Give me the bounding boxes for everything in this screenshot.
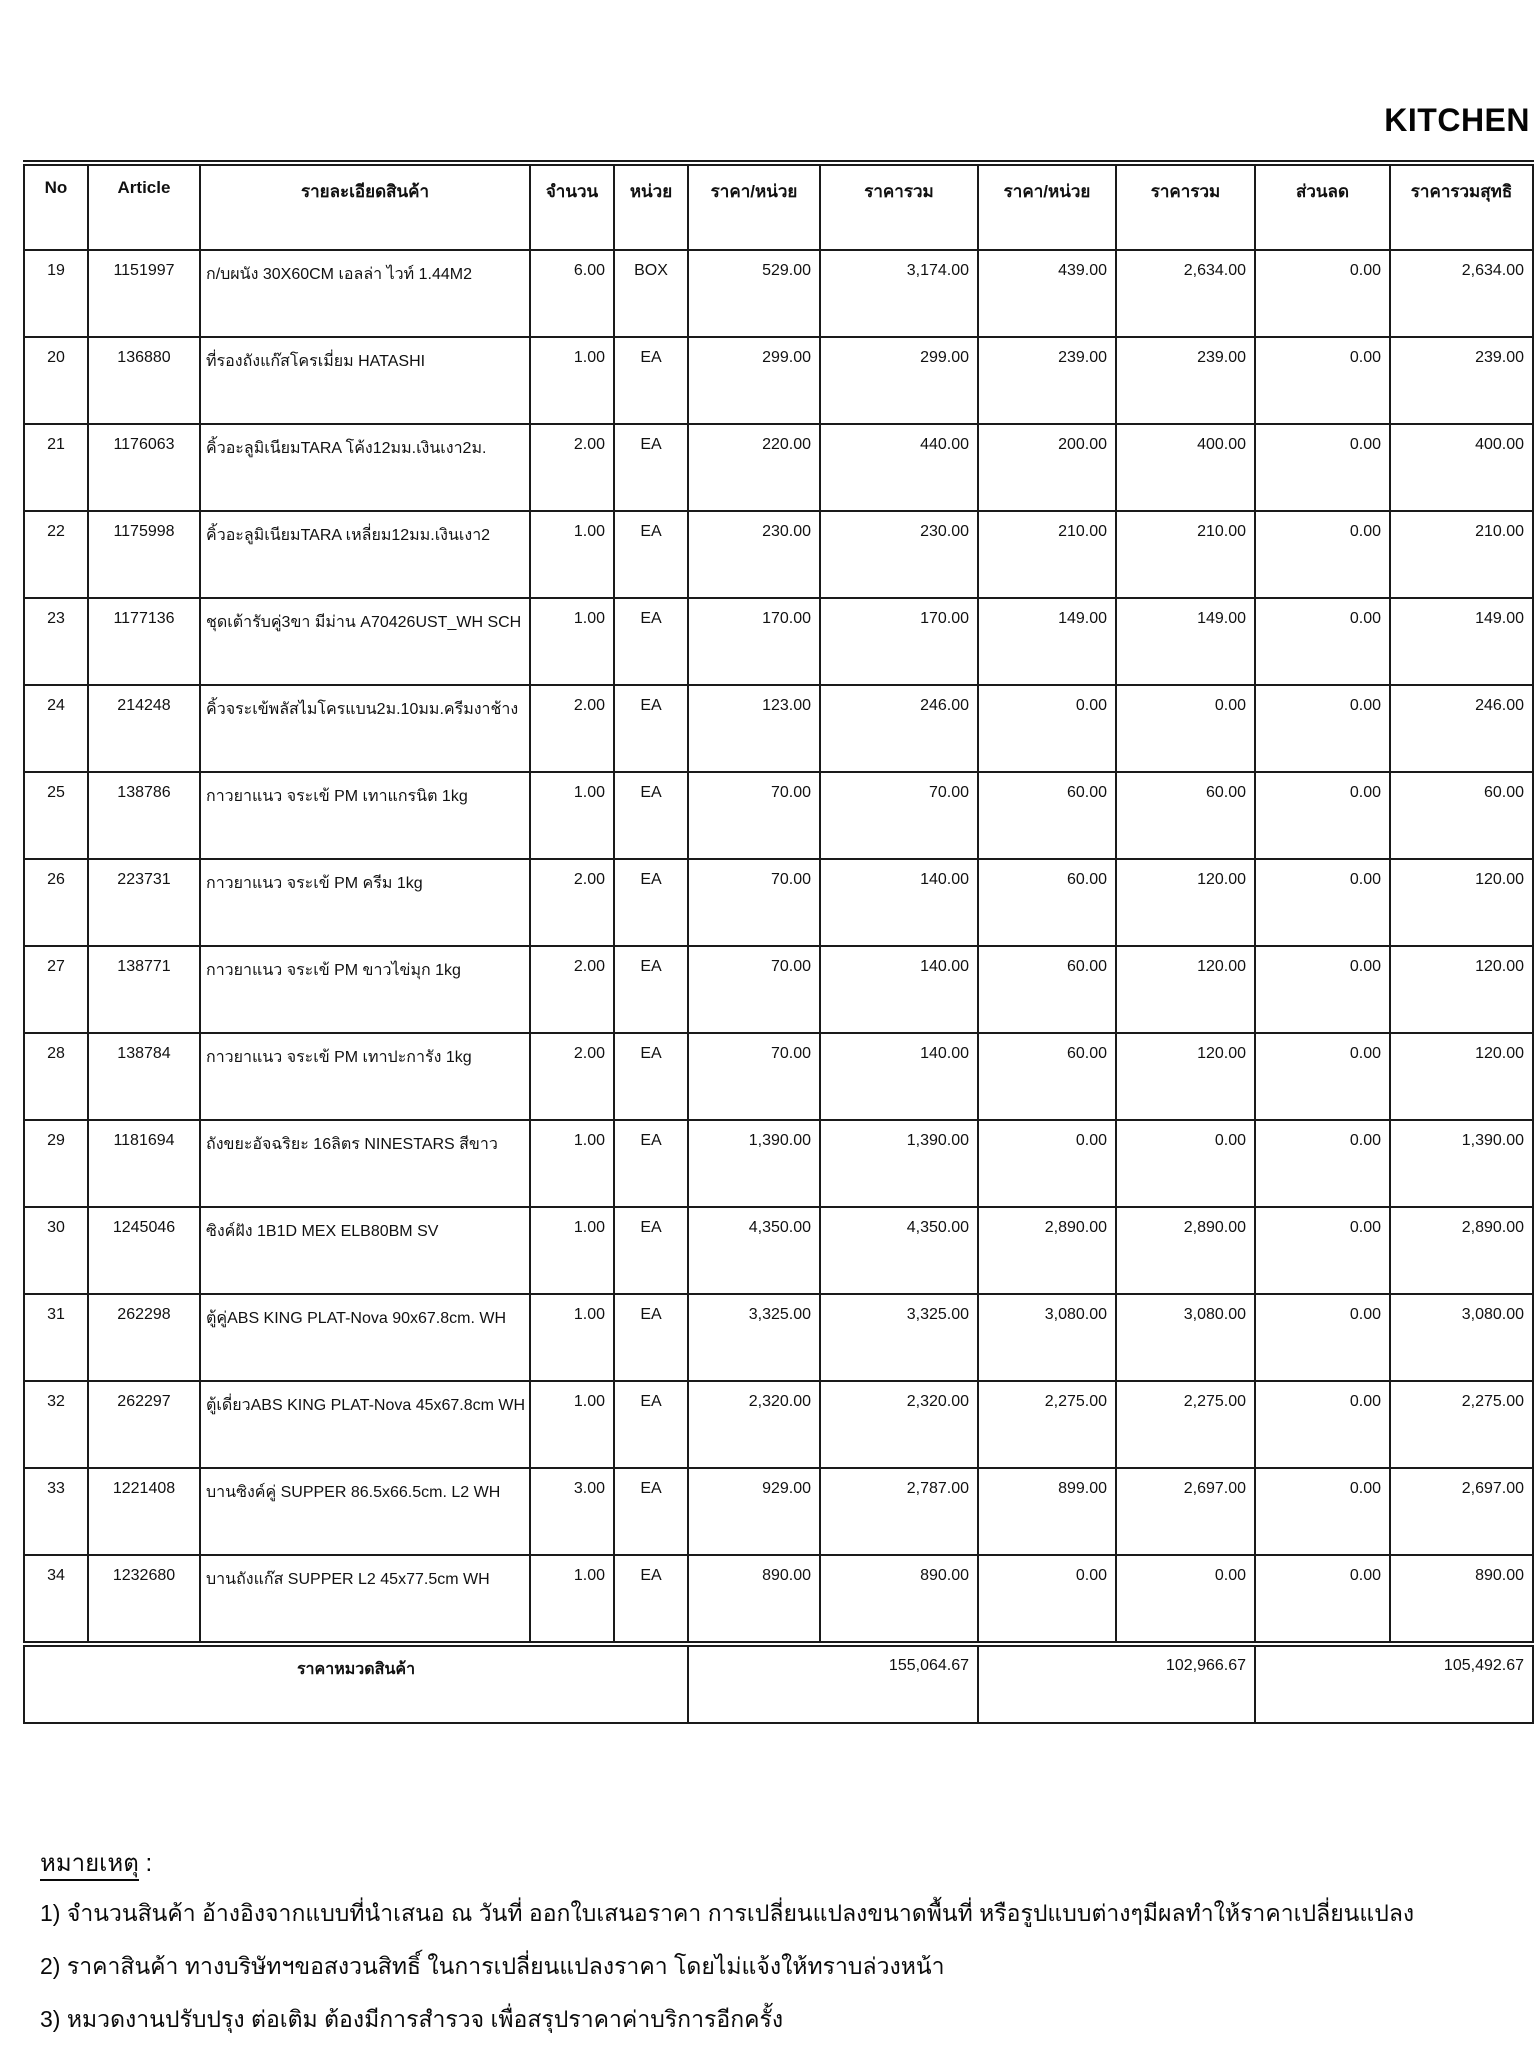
table-row [24,1381,1533,1468]
cell-discount: 0.00 [1255,250,1390,337]
footer-total-discounted: 102,966.67 [978,1644,1255,1723]
cell-qty: 1.00 [530,1120,614,1207]
cell-unit-price-2: 0.00 [978,1120,1116,1207]
cell-article: 214248 [88,685,200,772]
col-header-total-price: ราคารวม [820,163,978,250]
cell-total-price: 3,174.00 [820,250,978,337]
col-header-no: No [24,163,88,250]
cell-description: ก/บผนัง 30X60CM เอลล่า ไวท์ 1.44M2 [200,250,530,337]
cell-description: คิ้วอะลูมิเนียมTARA โค้ง12มม.เงินเงา2ม. [200,424,530,511]
cell-unit-price: 299.00 [688,337,820,424]
cell-article: 1176063 [88,424,200,511]
page-title: KITCHEN [1384,102,1530,138]
cell-total-price: 140.00 [820,859,978,946]
table-row [24,685,1533,772]
cell-description: กาวยาแนว จระเข้ PM ขาวไข่มุก 1kg [200,946,530,1033]
cell-unit-price-2: 149.00 [978,598,1116,685]
col-header-description: รายละเอียดสินค้า [200,163,530,250]
cell-unit-price: 4,350.00 [688,1207,820,1294]
cell-description: กาวยาแนว จระเข้ PM เทาแกรนิต 1kg [200,772,530,859]
col-header-qty: จำนวน [530,163,614,250]
cell-total-price: 2,787.00 [820,1468,978,1555]
cell-total-price: 2,320.00 [820,1381,978,1468]
cell-article: 1232680 [88,1555,200,1644]
cell-description: กาวยาแนว จระเข้ PM เทาปะการัง 1kg [200,1033,530,1120]
cell-total-price-2: 120.00 [1116,859,1255,946]
cell-unit-price: 3,325.00 [688,1294,820,1381]
notes-heading-colon: : [138,1850,153,1877]
cell-net-total: 149.00 [1390,598,1533,685]
cell-discount: 0.00 [1255,424,1390,511]
notes-section [40,1843,1500,2055]
cell-unit: EA [614,337,688,424]
cell-description: ตู้คู่ABS KING PLAT-Nova 90x67.8cm. WH [200,1294,530,1381]
cell-article: 1151997 [88,250,200,337]
cell-article: 138786 [88,772,200,859]
table-row [24,1033,1533,1120]
cell-unit: EA [614,1468,688,1555]
cell-unit: EA [614,424,688,511]
cell-qty: 3.00 [530,1468,614,1555]
cell-article: 1221408 [88,1468,200,1555]
cell-article: 138771 [88,946,200,1033]
cell-total-price-2: 2,697.00 [1116,1468,1255,1555]
cell-description: ที่รองถังแก๊สโครเมี่ยม HATASHI [200,337,530,424]
cell-total-price-2: 400.00 [1116,424,1255,511]
table-row [24,1294,1533,1381]
cell-article: 223731 [88,859,200,946]
cell-unit: EA [614,1033,688,1120]
cell-total-price-2: 0.00 [1116,1120,1255,1207]
cell-qty: 1.00 [530,337,614,424]
cell-article: 136880 [88,337,200,424]
col-header-unit-price-2: ราคา/หน่วย [978,163,1116,250]
cell-unit-price: 929.00 [688,1468,820,1555]
note-line-2: 2) ราคาสินค้า ทางบริษัทฯขอสงวนสิทธิ์ ในการเปลี่ยนแปลงราคา โดยไม่แจ้งให้ทราบล่วงหน้า [40,1953,945,1979]
col-header-discount: ส่วนลด [1255,163,1390,250]
cell-total-price-2: 0.00 [1116,1555,1255,1644]
cell-qty: 1.00 [530,598,614,685]
cell-qty: 2.00 [530,424,614,511]
cell-no: 34 [24,1555,88,1644]
cell-unit-price-2: 210.00 [978,511,1116,598]
cell-qty: 1.00 [530,772,614,859]
cell-unit: EA [614,1207,688,1294]
cell-unit-price-2: 439.00 [978,250,1116,337]
cell-qty: 1.00 [530,511,614,598]
cell-unit-price-2: 239.00 [978,337,1116,424]
cell-net-total: 2,890.00 [1390,1207,1533,1294]
cell-total-price: 1,390.00 [820,1120,978,1207]
cell-unit-price-2: 2,890.00 [978,1207,1116,1294]
cell-net-total: 2,697.00 [1390,1468,1533,1555]
table-row [24,1555,1533,1644]
table-row [24,337,1533,424]
cell-discount: 0.00 [1255,685,1390,772]
cell-total-price: 246.00 [820,685,978,772]
col-header-article: Article [88,163,200,250]
col-header-unit: หน่วย [614,163,688,250]
notes-heading [40,1843,1500,1882]
cell-total-price-2: 2,634.00 [1116,250,1255,337]
table-row [24,1207,1533,1294]
cell-qty: 1.00 [530,1381,614,1468]
cell-net-total: 246.00 [1390,685,1533,772]
cell-discount: 0.00 [1255,1033,1390,1120]
table-footer-row [24,1644,1533,1723]
price-table [23,160,1534,1724]
cell-description: ซิงค์ฝัง 1B1D MEX ELB80BM SV [200,1207,530,1294]
cell-total-price: 140.00 [820,946,978,1033]
cell-total-price-2: 60.00 [1116,772,1255,859]
cell-net-total: 2,634.00 [1390,250,1533,337]
cell-article: 1175998 [88,511,200,598]
cell-total-price: 299.00 [820,337,978,424]
cell-no: 24 [24,685,88,772]
cell-unit-price: 70.00 [688,1033,820,1120]
table-row [24,424,1533,511]
footer-total-standard: 155,064.67 [688,1644,978,1723]
cell-article: 1245046 [88,1207,200,1294]
note-line-1: 1) จำนวนสินค้า อ้างอิงจากแบบที่นำเสนอ ณ วันที่ ออกใบเสนอราคา การเปลี่ยนแปลงขนาดพื้นที่ หรือรูปแบบต่างๆมีผลทำให้ราคาเปลี่ยนแปลง [40,1900,1415,1926]
cell-unit: EA [614,598,688,685]
cell-description: คิ้วอะลูมิเนียมTARA เหลี่ยม12มม.เงินเงา2 [200,511,530,598]
cell-total-price: 440.00 [820,424,978,511]
col-header-unit-price: ราคา/หน่วย [688,163,820,250]
table-row [24,1120,1533,1207]
cell-net-total: 120.00 [1390,859,1533,946]
cell-net-total: 60.00 [1390,772,1533,859]
cell-qty: 2.00 [530,1033,614,1120]
cell-no: 31 [24,1294,88,1381]
cell-discount: 0.00 [1255,1555,1390,1644]
cell-unit-price: 2,320.00 [688,1381,820,1468]
cell-article: 262298 [88,1294,200,1381]
footer-total-net: 105,492.67 [1255,1644,1533,1723]
cell-article: 1177136 [88,598,200,685]
cell-unit-price: 529.00 [688,250,820,337]
cell-qty: 6.00 [530,250,614,337]
cell-unit: EA [614,1294,688,1381]
cell-no: 27 [24,946,88,1033]
table-row [24,946,1533,1033]
table-row [24,598,1533,685]
cell-unit-price: 123.00 [688,685,820,772]
cell-total-price: 3,325.00 [820,1294,978,1381]
cell-qty: 1.00 [530,1555,614,1644]
cell-no: 32 [24,1381,88,1468]
cell-net-total: 3,080.00 [1390,1294,1533,1381]
col-header-total-price-2: ราคารวม [1116,163,1255,250]
cell-discount: 0.00 [1255,337,1390,424]
table-row [24,511,1533,598]
cell-discount: 0.00 [1255,1294,1390,1381]
cell-no: 23 [24,598,88,685]
cell-unit: EA [614,685,688,772]
cell-net-total: 400.00 [1390,424,1533,511]
cell-total-price-2: 239.00 [1116,337,1255,424]
cell-total-price-2: 0.00 [1116,685,1255,772]
cell-net-total: 239.00 [1390,337,1533,424]
cell-description: คิ้วจระเข้พลัสไมโครแบน2ม.10มม.ครีมงาช้าง [200,685,530,772]
cell-discount: 0.00 [1255,1381,1390,1468]
cell-net-total: 210.00 [1390,511,1533,598]
cell-qty: 1.00 [530,1294,614,1381]
cell-unit: EA [614,1120,688,1207]
cell-discount: 0.00 [1255,946,1390,1033]
cell-description: ถังขยะอัจฉริยะ 16ลิตร NINESTARS สีขาว [200,1120,530,1207]
cell-unit-price: 170.00 [688,598,820,685]
cell-unit-price: 220.00 [688,424,820,511]
cell-unit-price: 70.00 [688,859,820,946]
cell-total-price-2: 210.00 [1116,511,1255,598]
cell-no: 22 [24,511,88,598]
cell-total-price-2: 120.00 [1116,946,1255,1033]
cell-unit-price-2: 0.00 [978,1555,1116,1644]
cell-unit-price: 1,390.00 [688,1120,820,1207]
cell-unit-price-2: 60.00 [978,772,1116,859]
cell-total-price: 890.00 [820,1555,978,1644]
cell-net-total: 890.00 [1390,1555,1533,1644]
cell-unit: EA [614,946,688,1033]
col-header-net-total: ราคารวมสุทธิ [1390,163,1533,250]
cell-total-price: 70.00 [820,772,978,859]
cell-discount: 0.00 [1255,772,1390,859]
table-body [24,250,1533,1644]
cell-unit-price-2: 2,275.00 [978,1381,1116,1468]
cell-description: ชุดเต้ารับคู่3ขา มีม่าน A70426UST_WH SCH [200,598,530,685]
cell-discount: 0.00 [1255,859,1390,946]
cell-article: 262297 [88,1381,200,1468]
footer-label: ราคาหมวดสินค้า [24,1644,688,1723]
cell-unit: BOX [614,250,688,337]
table-header-row [24,163,1533,250]
cell-discount: 0.00 [1255,598,1390,685]
cell-discount: 0.00 [1255,511,1390,598]
cell-unit-price-2: 899.00 [978,1468,1116,1555]
cell-unit-price-2: 3,080.00 [978,1294,1116,1381]
cell-no: 26 [24,859,88,946]
cell-unit-price: 70.00 [688,946,820,1033]
cell-net-total: 2,275.00 [1390,1381,1533,1468]
cell-discount: 0.00 [1255,1207,1390,1294]
cell-unit-price-2: 60.00 [978,1033,1116,1120]
cell-unit-price-2: 200.00 [978,424,1116,511]
table-row [24,1468,1533,1555]
cell-no: 33 [24,1468,88,1555]
cell-qty: 2.00 [530,685,614,772]
cell-total-price-2: 2,890.00 [1116,1207,1255,1294]
cell-discount: 0.00 [1255,1468,1390,1555]
cell-description: กาวยาแนว จระเข้ PM ครีม 1kg [200,859,530,946]
cell-unit-price: 230.00 [688,511,820,598]
cell-description: ตู้เดี่ยวABS KING PLAT-Nova 45x67.8cm WH [200,1381,530,1468]
cell-unit: EA [614,511,688,598]
cell-no: 28 [24,1033,88,1120]
cell-unit-price-2: 0.00 [978,685,1116,772]
cell-net-total: 120.00 [1390,1033,1533,1120]
cell-unit-price: 70.00 [688,772,820,859]
cell-unit: EA [614,1555,688,1644]
cell-qty: 2.00 [530,946,614,1033]
cell-qty: 1.00 [530,1207,614,1294]
cell-no: 25 [24,772,88,859]
cell-net-total: 120.00 [1390,946,1533,1033]
cell-no: 19 [24,250,88,337]
cell-article: 1181694 [88,1120,200,1207]
cell-total-price-2: 149.00 [1116,598,1255,685]
cell-article: 138784 [88,1033,200,1120]
cell-description: บานถังแก๊ส SUPPER L2 45x77.5cm WH [200,1555,530,1644]
cell-unit-price: 890.00 [688,1555,820,1644]
cell-total-price-2: 120.00 [1116,1033,1255,1120]
cell-unit-price-2: 60.00 [978,859,1116,946]
cell-unit: EA [614,859,688,946]
cell-unit: EA [614,1381,688,1468]
table-row [24,772,1533,859]
cell-total-price: 230.00 [820,511,978,598]
cell-no: 20 [24,337,88,424]
cell-unit-price-2: 60.00 [978,946,1116,1033]
cell-total-price-2: 3,080.00 [1116,1294,1255,1381]
note-line-3: 3) หมวดงานปรับปรุง ต่อเติม ต้องมีการสำรวจ เพื่อสรุปราคาค่าบริการอีกครั้ง [40,2006,784,2032]
cell-qty: 2.00 [530,859,614,946]
cell-no: 21 [24,424,88,511]
cell-no: 29 [24,1120,88,1207]
table-row [24,859,1533,946]
cell-net-total: 1,390.00 [1390,1120,1533,1207]
cell-total-price: 140.00 [820,1033,978,1120]
cell-total-price: 170.00 [820,598,978,685]
cell-discount: 0.00 [1255,1120,1390,1207]
cell-no: 30 [24,1207,88,1294]
table-row [24,250,1533,337]
cell-total-price: 4,350.00 [820,1207,978,1294]
cell-description: บานซิงค์คู่ SUPPER 86.5x66.5cm. L2 WH [200,1468,530,1555]
cell-unit: EA [614,772,688,859]
cell-total-price-2: 2,275.00 [1116,1381,1255,1468]
notes-heading-word: หมายเหตุ [40,1850,139,1881]
